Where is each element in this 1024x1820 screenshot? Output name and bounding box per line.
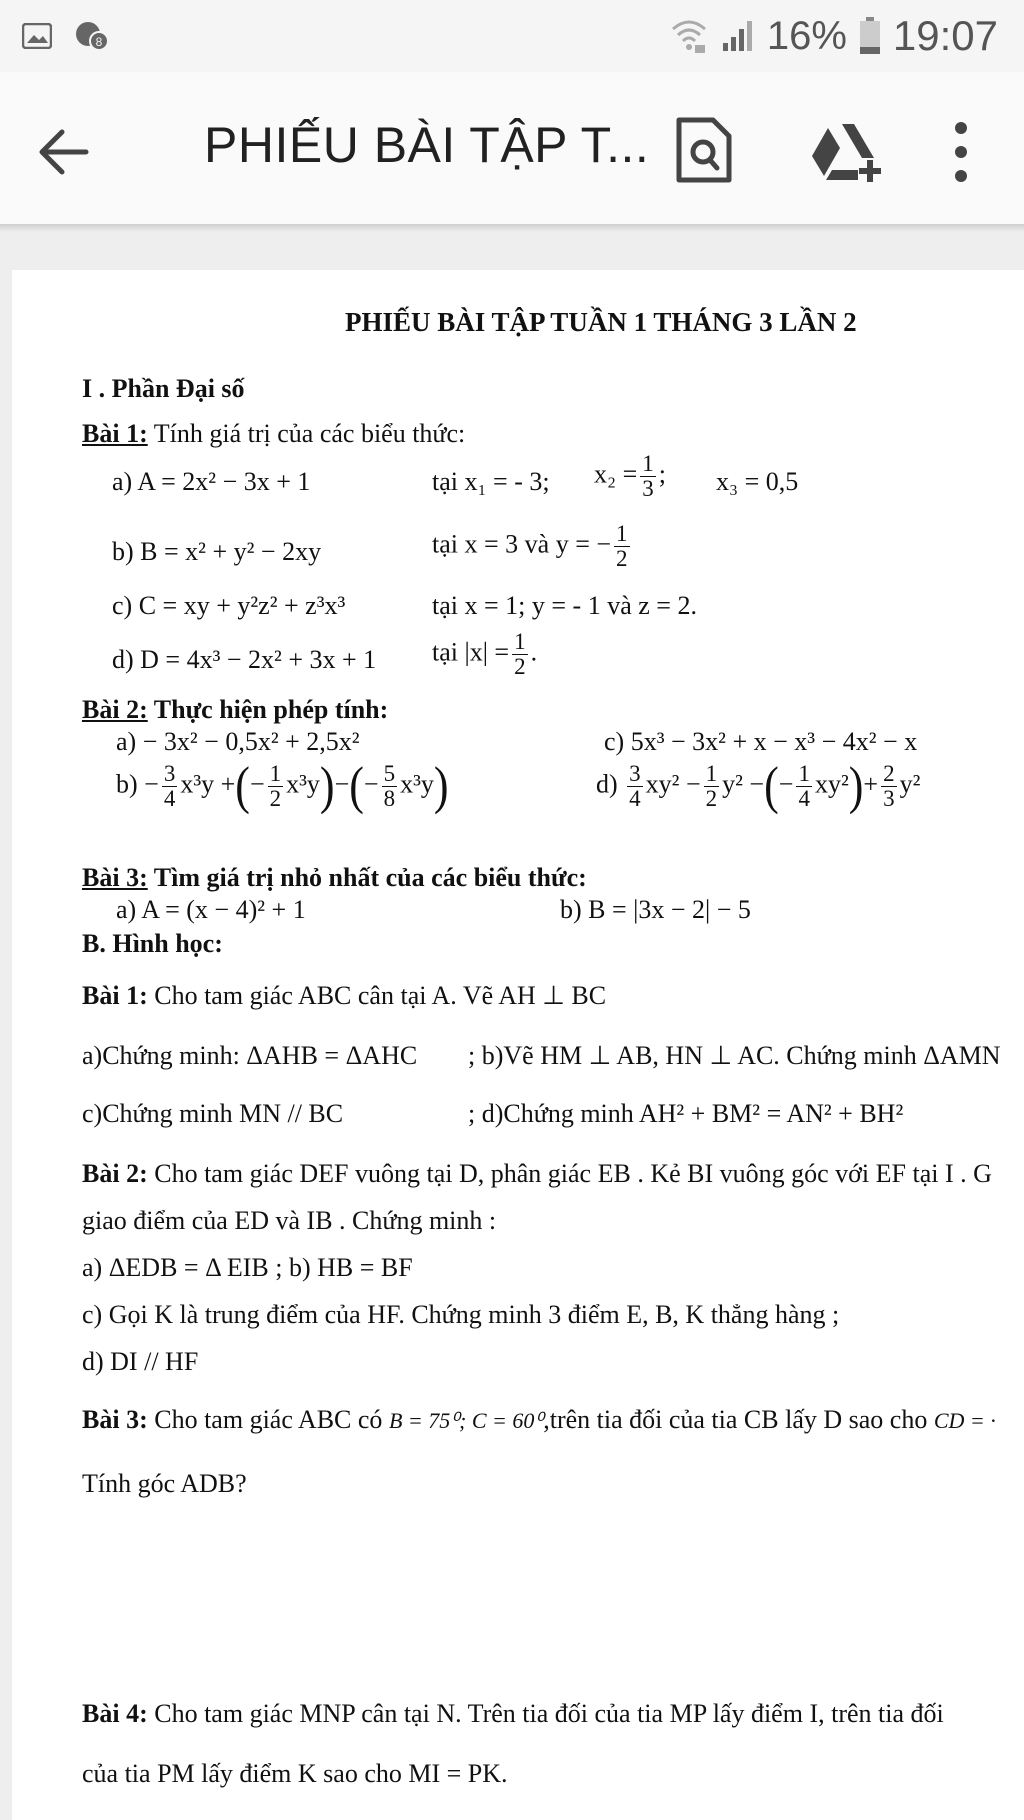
geo2-c: c) Gọi K là trung điểm của HF. Chứng minh 3 điểm E, B, K thẳng hàng ; xyxy=(82,1300,840,1329)
ex1-d-expression: d) D = 4x³ − 2x² + 3x + 1 xyxy=(112,645,377,674)
geo3-line2: Tính góc ADB? xyxy=(82,1469,247,1498)
ex2-a: a) − 3x² − 0,5x² + 2,5x² xyxy=(116,727,360,756)
ex1-a-condition-x2: x₂ = $\frac{1}{3}$ ; xyxy=(594,451,666,502)
geo1-b: ; b)Vẽ HM ⊥ AB, HN ⊥ AC. Chứng minh ΔAMN xyxy=(468,1041,1001,1070)
geo2-line2: giao điểm của ED và IB . Chứng minh : xyxy=(82,1206,497,1235)
ex2-b: b) − $\frac{3}{4}$ x³y +(− $\frac{1}{2}$ x³y)−(− $\frac{5}{8}$ x³y) xyxy=(116,756,449,816)
image-icon xyxy=(22,23,52,49)
status-bar xyxy=(0,0,1024,72)
appbar-shadow xyxy=(0,224,1024,232)
signal-icon xyxy=(721,19,755,53)
ex2-d: d) $\frac{3}{4}$ xy² − $\frac{1}{2}$ y² −(− $\frac{1}{4}$ xy²)+ $\frac{2}{3}$ y² xyxy=(596,756,921,816)
ex3-a: a) A = (x − 4)² + 1 xyxy=(116,895,306,924)
algebra-ex1-heading: Bài 1: Tính giá trị của các biểu thức: xyxy=(82,419,466,448)
algebra-ex2-heading: Bài 2: Thực hiện phép tính: xyxy=(82,695,389,724)
geo2-d: d) DI // HF xyxy=(82,1347,199,1376)
document-title: PHIẾU BÀI TẬP T... xyxy=(204,117,650,173)
search-doc-icon[interactable] xyxy=(675,116,733,184)
ex1-a-expression: a) A = 2x² − 3x + 1 xyxy=(112,467,311,496)
ex2-c: c) 5x³ − 3x² + x − x³ − 4x² − x xyxy=(604,727,918,756)
geometry-ex1: Bài 1: Cho tam giác ABC cân tại A. Vẽ AH ⊥ BC xyxy=(82,981,607,1010)
back-arrow-icon[interactable] xyxy=(34,122,94,182)
ex1-b-condition: tại x = 3 và y = − $\frac{1}{2}$ xyxy=(432,521,628,572)
algebra-ex3-heading: Bài 3: Tìm giá trị nhỏ nhất của các biểu thức: xyxy=(82,863,587,892)
geo2-ab: a) ΔEDB = Δ EIB ; b) HB = BF xyxy=(82,1253,413,1282)
ex1-d-condition: tại |x| = $\frac{1}{2}$ . xyxy=(432,629,538,680)
doc-heading: PHIẾU BÀI TẬP TUẦN 1 THÁNG 3 LẦN 2 xyxy=(345,307,857,337)
ex1-a-condition-x3: x₃ = 0,5 xyxy=(716,467,799,496)
geo4-line2: của tia PM lấy điểm K sao cho MI = PK. xyxy=(82,1759,508,1788)
notification-badge-icon xyxy=(74,20,110,52)
ex1-b-expression: b) B = x² + y² − 2xy xyxy=(112,537,322,566)
section-geometry: B. Hình học: xyxy=(82,929,223,958)
svg-text:8: 8 xyxy=(95,35,103,49)
drive-add-icon[interactable] xyxy=(810,120,886,184)
geo1-d: ; d)Chứng minh AH² + BM² = AN² + BH² xyxy=(468,1099,904,1128)
document-page[interactable] xyxy=(12,270,1024,1820)
ex1-c-condition: tại x = 1; y = - 1 và z = 2. xyxy=(432,591,697,620)
more-vert-icon[interactable] xyxy=(946,118,976,186)
geometry-ex4: Bài 4: Cho tam giác MNP cân tại N. Trên tia đối của tia MP lấy điểm I, trên tia đối xyxy=(82,1699,944,1728)
section-algebra: I . Phần Đại số xyxy=(82,374,245,403)
clock: 19:07 xyxy=(892,12,998,59)
geometry-ex2: Bài 2: Cho tam giác DEF vuông tại D, phân giác EB . Kẻ BI vuông góc với EF tại I . G xyxy=(82,1159,992,1188)
battery-icon xyxy=(859,17,881,55)
geo1-c: c)Chứng minh MN // BC xyxy=(82,1099,344,1128)
geo1-a: a)Chứng minh: ΔAHB = ΔAHC xyxy=(82,1041,418,1070)
ex3-b: b) B = |3x − 2| − 5 xyxy=(560,895,751,924)
status-right xyxy=(669,12,998,60)
ex1-a-condition: tại x₁ = - 3; xyxy=(432,467,550,496)
wifi-icon xyxy=(669,17,709,55)
status-left-icons xyxy=(22,20,110,52)
battery-percent: 16% xyxy=(766,13,847,58)
ex1-c-expression: c) C = xy + y²z² + z³x³ xyxy=(112,591,346,620)
geometry-ex3: Bài 3: Cho tam giác ABC có B = 75⁰; C = 60⁰,trên tia đối của tia CB lấy D sao cho CD = · xyxy=(82,1405,996,1434)
app-bar xyxy=(0,72,1024,224)
